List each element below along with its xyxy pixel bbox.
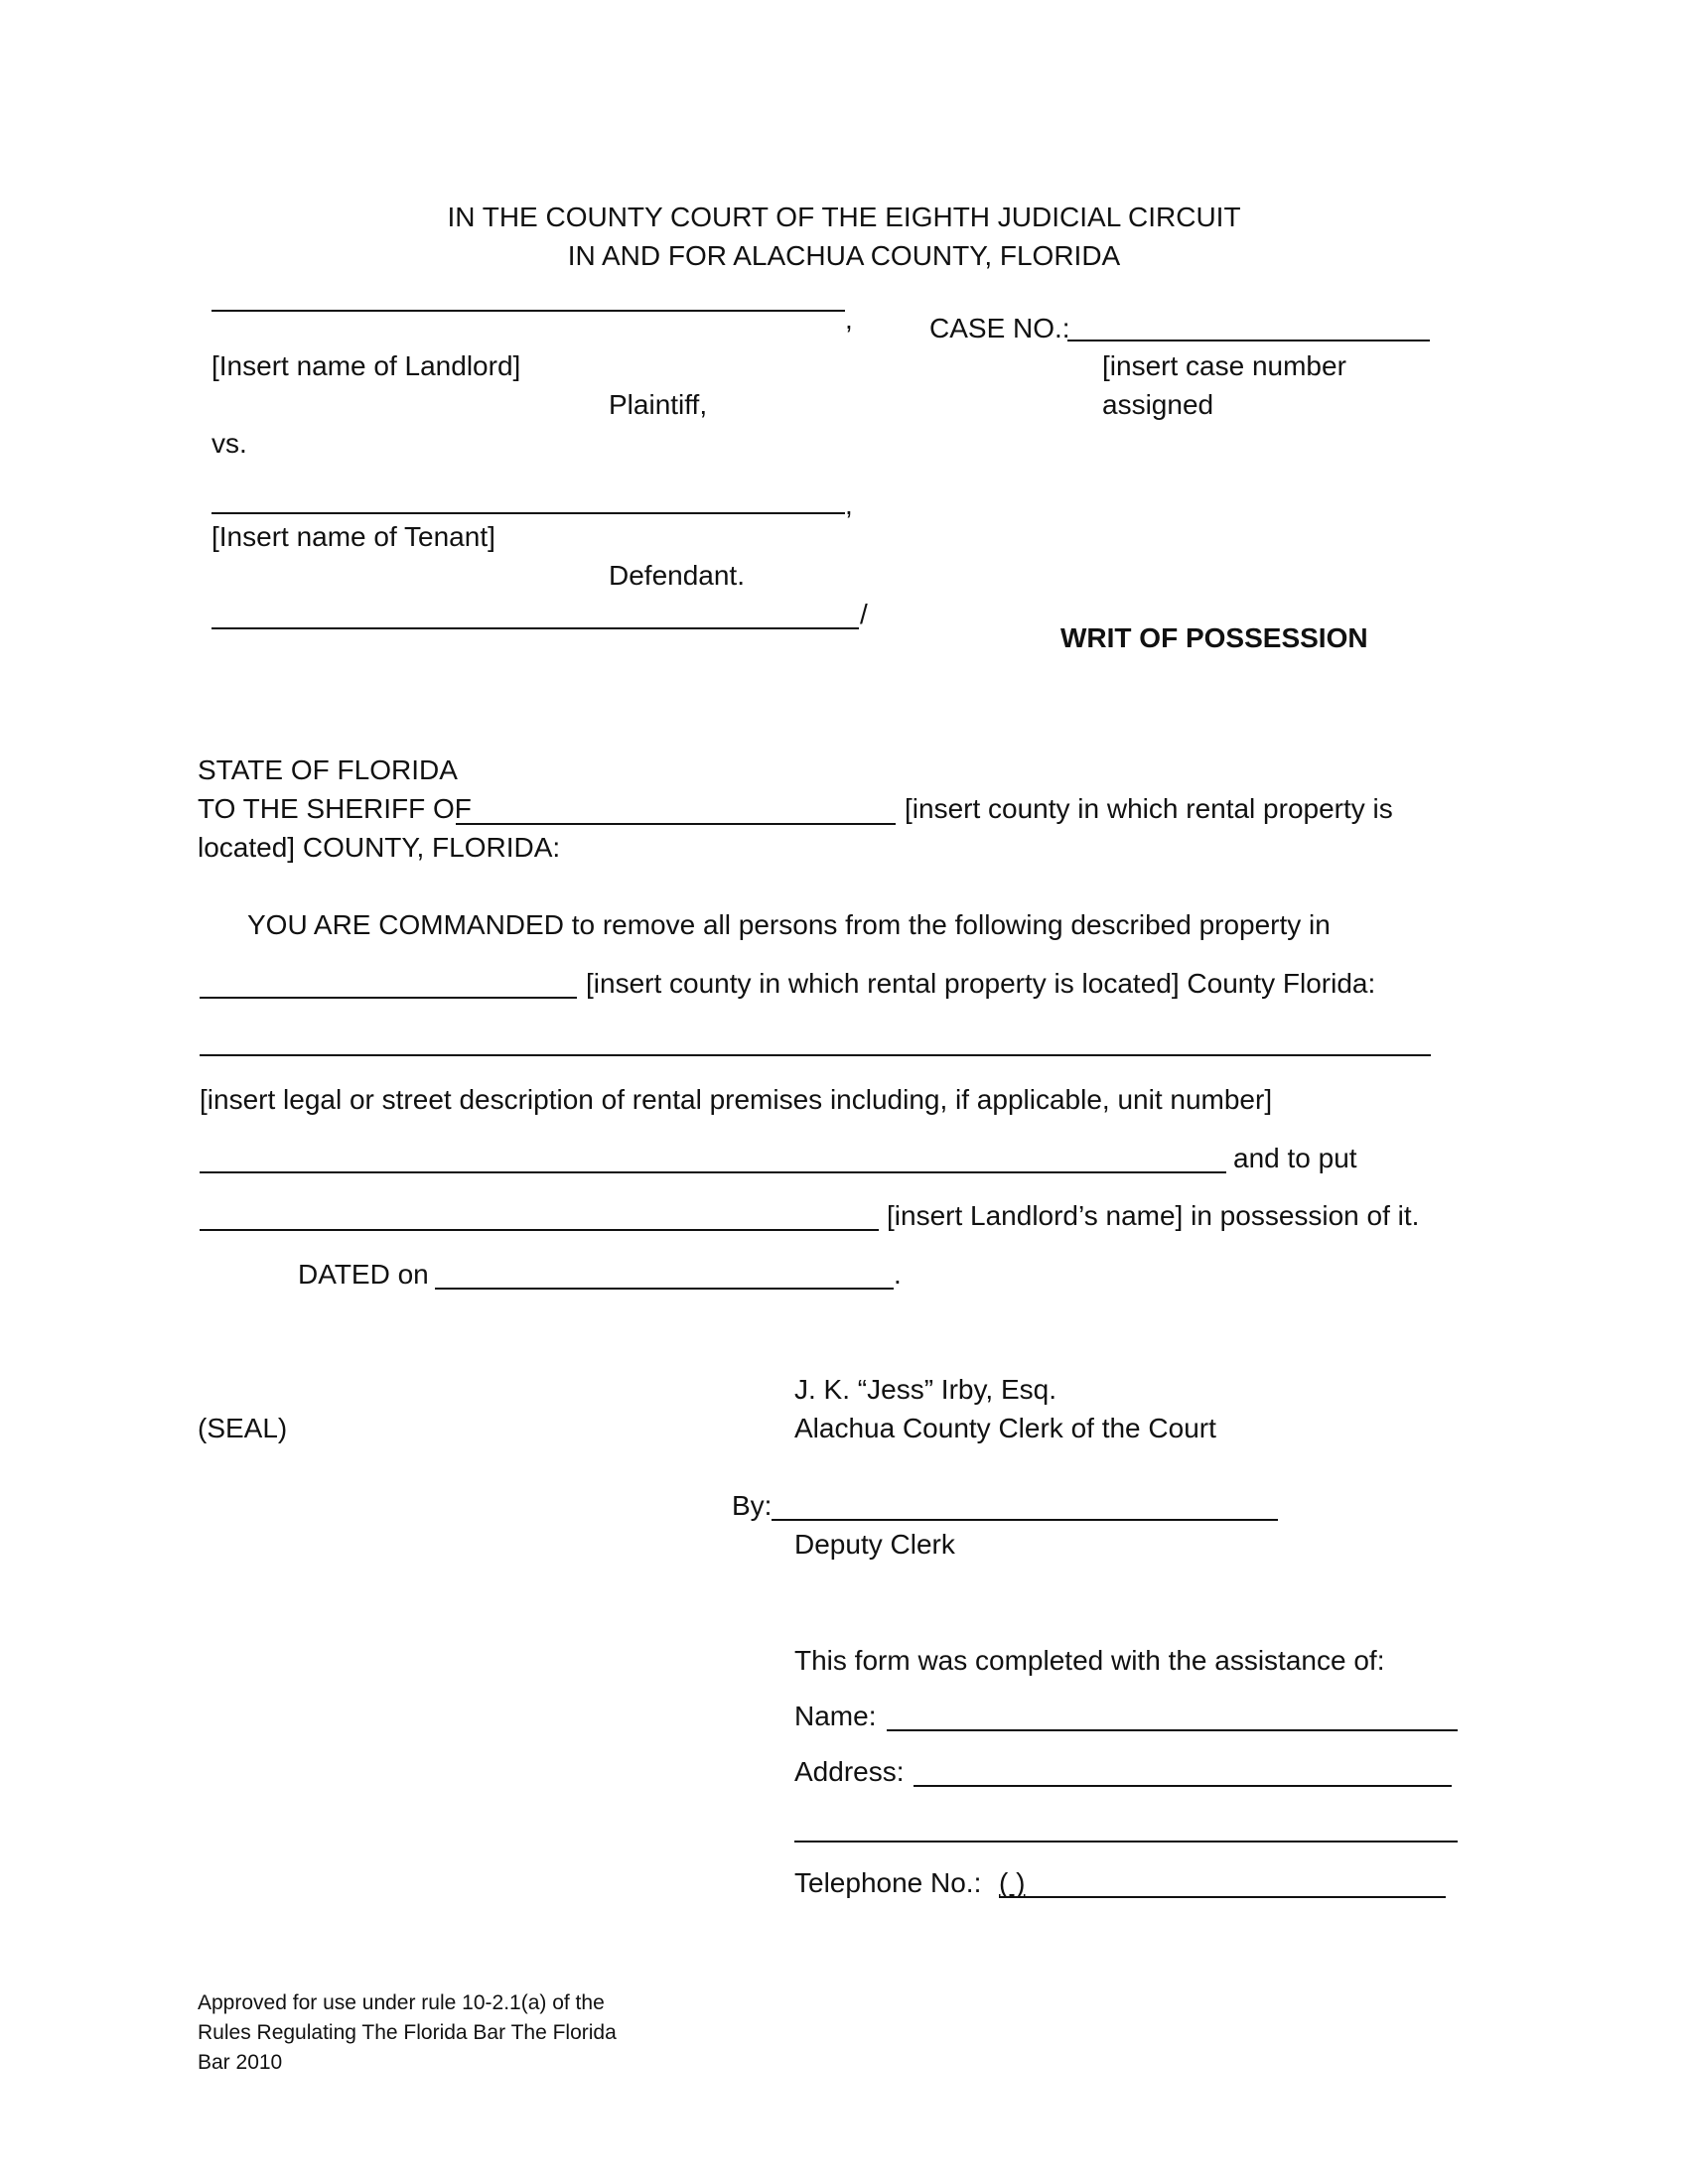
footer-line-2: Rules Regulating The Florida Bar The Florida <box>198 2021 617 2044</box>
assistance-intro: This form was completed with the assistance of: <box>794 1645 1385 1676</box>
court-header-line-2: IN AND FOR ALACHUA COUNTY, FLORIDA <box>567 240 1121 271</box>
sheriff-prefix: TO THE SHERIFF OF <box>198 793 472 824</box>
footer-line-3: Bar 2010 <box>198 2051 283 2074</box>
sheriff-county-hint: [insert county in which rental property is <box>905 793 1393 824</box>
caption-closing-line <box>211 627 859 629</box>
property-county-line[interactable] <box>200 997 577 999</box>
dated-period: . <box>894 1259 902 1290</box>
dated-on-line[interactable] <box>435 1288 894 1290</box>
case-number-hint-1: [insert case number <box>1102 350 1346 381</box>
legal-description-line-1[interactable] <box>200 1054 1431 1056</box>
assistance-name-line[interactable] <box>887 1729 1458 1731</box>
footer-line-1: Approved for use under rule 10-2.1(a) of the <box>198 1991 605 2014</box>
clerk-name: J. K. “Jess” Irby, Esq. <box>794 1374 1056 1405</box>
assistance-address-line-2[interactable] <box>794 1841 1458 1843</box>
landlord-comma: , <box>845 304 853 335</box>
property-county-hint: [insert county in which rental property is located] County Florida: <box>586 968 1376 999</box>
dated-on-label: DATED on <box>298 1259 429 1290</box>
deputy-signature-line[interactable] <box>772 1519 1278 1521</box>
assistance-name-label: Name: <box>794 1701 877 1731</box>
assistance-address-line-1[interactable] <box>914 1785 1452 1787</box>
sheriff-county-line[interactable] <box>456 823 896 825</box>
legal-description-hint: [insert legal or street description of rental premises including, if applicable, unit number] <box>200 1084 1273 1115</box>
landlord-possession-hint: [insert Landlord’s name] in possession of it. <box>887 1200 1420 1231</box>
tenant-comma: , <box>845 489 853 520</box>
deputy-clerk-label: Deputy Clerk <box>794 1529 955 1560</box>
tenant-label: [Insert name of Tenant] <box>211 521 495 552</box>
case-number-hint-2: assigned <box>1102 389 1214 420</box>
clerk-title: Alachua County Clerk of the Court <box>794 1413 1216 1443</box>
by-label: By: <box>732 1490 773 1521</box>
assistance-phone-area-code[interactable]: ( ) <box>999 1867 1026 1898</box>
assistance-address-label: Address: <box>794 1756 905 1787</box>
state-of-florida: STATE OF FLORIDA <box>198 754 458 785</box>
case-number-line[interactable] <box>1067 340 1430 341</box>
tenant-name-line[interactable] <box>211 512 845 514</box>
court-header-line-1: IN THE COUNTY COURT OF THE EIGHTH JUDICIAL CIRCUIT <box>447 202 1241 232</box>
commanded-text: YOU ARE COMMANDED to remove all persons from the following described property in <box>247 909 1331 940</box>
and-to-put-text: and to put <box>1233 1143 1357 1173</box>
vs-label: vs. <box>211 428 247 459</box>
plaintiff-label: Plaintiff, <box>609 389 708 420</box>
sheriff-county-hint-2: located] COUNTY, FLORIDA: <box>198 832 561 863</box>
seal-label: (SEAL) <box>198 1413 288 1443</box>
legal-description-line-2[interactable] <box>200 1171 1226 1173</box>
landlord-possession-line[interactable] <box>200 1229 879 1231</box>
case-number-label: CASE NO.: <box>929 313 1070 343</box>
landlord-name-line[interactable] <box>211 310 845 312</box>
landlord-label: [Insert name of Landlord] <box>211 350 521 381</box>
assistance-phone-label: Telephone No.: <box>794 1867 982 1898</box>
assistance-phone-line[interactable] <box>999 1896 1446 1898</box>
document-title: WRIT OF POSSESSION <box>1060 622 1368 653</box>
caption-slash: / <box>860 599 868 629</box>
defendant-label: Defendant. <box>609 560 745 591</box>
